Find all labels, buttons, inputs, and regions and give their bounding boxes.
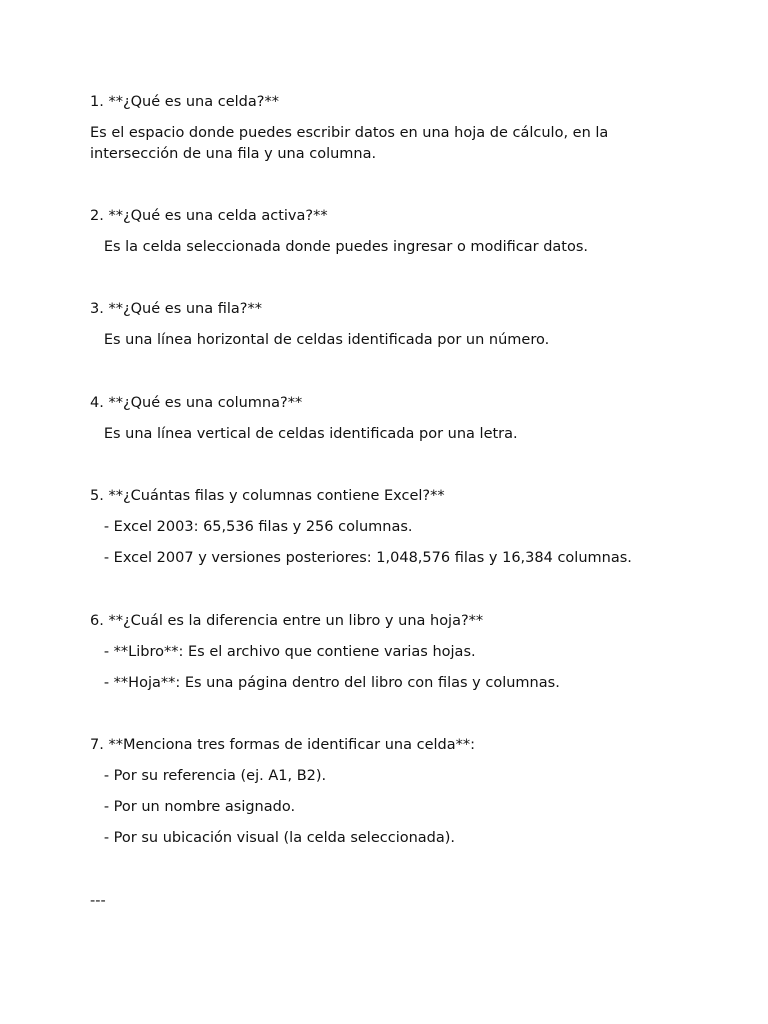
answer-5-line-2: - Excel 2007 y versiones posteriores: 1,048,576 filas y 16,384 columnas.: [90, 550, 632, 566]
answer-7-line-1: - Por su referencia (ej. A1, B2).: [90, 768, 327, 784]
separator: ---: [90, 893, 106, 909]
answer-4: Es una línea vertical de celdas identificada por una letra.: [90, 426, 518, 442]
answer-6-line-2: - **Hoja**: Es una página dentro del libro con filas y columnas.: [90, 675, 560, 691]
answer-1: Es el espacio donde puedes escribir datos en una hoja de cálculo, en la intersección de una fila y una columna.: [90, 125, 609, 162]
answer-6-line-1: - **Libro**: Es el archivo que contiene varias hojas.: [90, 644, 476, 660]
question-1: 1. **¿Qué es una celda?**: [90, 94, 279, 110]
question-2: 2. **¿Qué es una celda activa?**: [90, 208, 328, 224]
question-6: 6. **¿Cuál es la diferencia entre un libro y una hoja?**: [90, 613, 484, 629]
question-4: 4. **¿Qué es una columna?**: [90, 395, 303, 411]
answer-2: Es la celda seleccionada donde puedes ingresar o modificar datos.: [90, 239, 589, 255]
answer-3: Es una línea horizontal de celdas identificada por un número.: [90, 332, 550, 348]
answer-7-line-3: - Por su ubicación visual (la celda seleccionada).: [90, 830, 456, 846]
answer-5-line-1: - Excel 2003: 65,536 filas y 256 columnas.: [90, 519, 413, 535]
question-5: 5. **¿Cuántas filas y columnas contiene Excel?**: [90, 488, 445, 504]
question-3: 3. **¿Qué es una fila?**: [90, 301, 262, 317]
answer-7-line-2: - Por un nombre asignado.: [90, 799, 296, 815]
question-7: 7. **Menciona tres formas de identificar una celda**:: [90, 737, 476, 753]
